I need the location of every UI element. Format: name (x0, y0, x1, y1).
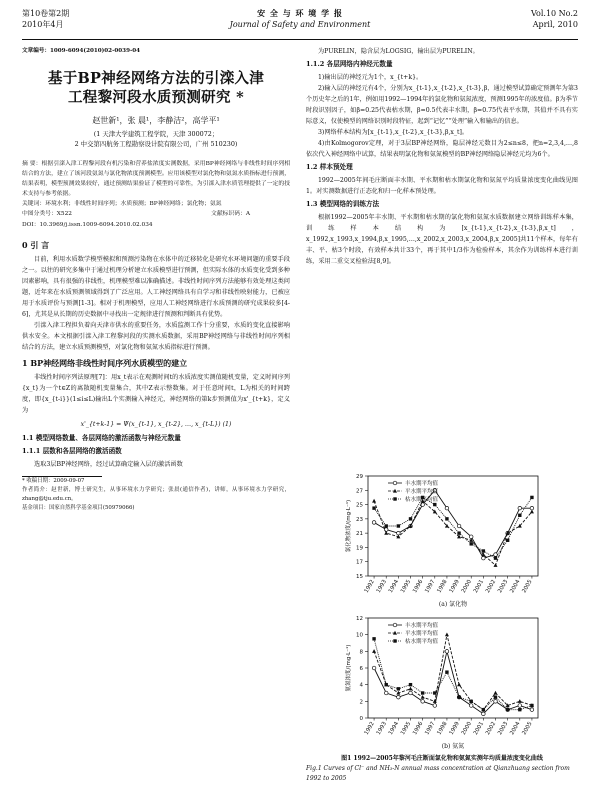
y-tick-label: 25 (356, 502, 363, 509)
data-point (372, 637, 375, 640)
data-point (385, 524, 388, 527)
data-point (445, 517, 448, 520)
left-subheading: 1.1 模型网络数量、各层网络的激活函数与神经元数量 (22, 434, 181, 442)
data-point (409, 687, 413, 691)
legend-label: 平水期平均值 (405, 631, 439, 637)
data-point (530, 704, 533, 707)
x-tick-label: 1998 (436, 721, 449, 737)
data-point (482, 549, 485, 552)
series-line (374, 497, 532, 558)
legend-label: 丰水期平均值 (405, 481, 439, 487)
data-point (372, 521, 376, 525)
y-tick-label: 12 (356, 616, 363, 622)
x-tick-label: 1995 (400, 721, 413, 737)
data-point (421, 691, 424, 694)
data-point (494, 695, 497, 698)
x-tick-label: 1994 (387, 721, 401, 737)
y-tick-label: 2 (359, 699, 363, 706)
data-point (470, 542, 473, 545)
header-rule (22, 39, 578, 40)
data-point (457, 524, 461, 528)
data-point (421, 700, 425, 704)
data-point (457, 695, 460, 698)
series-line (374, 490, 532, 558)
y-tick-label: 21 (356, 531, 363, 538)
keywords: 关键词：环境水利；非线性时间序列；水质预测；BP神经网络；氯化物；氨氮 (22, 201, 222, 207)
right-body (306, 46, 578, 267)
right-paragraph: 3)网络样本结构为[x_{t-1},x_{t-2},x_{t-3},β,x_t]。 (318, 129, 469, 136)
data-point (372, 499, 376, 503)
volume-number-en: Vol.10 No.2 (531, 9, 578, 18)
volume-issue: 第10卷第2期 (22, 9, 70, 18)
x-tick-label: 1997 (424, 721, 437, 737)
title-line-2: 工程黎河段水质预测研究 * (67, 89, 245, 106)
x-tick-label: 1997 (424, 579, 437, 595)
legend-marker (393, 639, 396, 642)
x-tick-label: 2002 (485, 721, 498, 737)
data-point (433, 503, 436, 506)
y-axis-label: 氨氮浓度/(mg·L⁻¹) (346, 644, 352, 692)
data-point (469, 704, 473, 708)
data-point (397, 531, 401, 535)
data-point (445, 632, 449, 636)
data-point (530, 496, 533, 499)
chart-subtitle: (b) 氨氮 (441, 743, 465, 750)
right-paragraph: 2)输入层的神经元有4个，分别为x_{t-1},x_{t-2},x_{t-3},β，通过模型试算确定预测年为第3个历史年之后的1年，例如用1992—1994年的氯化物和氨氮浓度，预测1995年的浓度值。β为季节时段识别因子，如β=0.25代表枯水期，β=0.5代表丰水期，β=0.75代表平水期，其值并不具有实际意义，仅使模型的网络识别时段特征，起到“记忆”“处理”输入和输出的信息。 (306, 85, 578, 125)
classification-row (22, 209, 290, 220)
data-point (518, 704, 522, 708)
x-tick-label: 1996 (412, 721, 425, 737)
legend-marker (393, 497, 396, 500)
data-point (445, 650, 449, 654)
x-tick-label: 2005 (521, 579, 534, 595)
x-tick-label: 2004 (509, 721, 522, 737)
data-point (482, 556, 486, 560)
legend-label: 枯水期平均值 (405, 639, 439, 645)
x-tick-label: 1992 (363, 721, 376, 737)
right-paragraph: 1992—2005年间毛庄断面丰水期、平水期和枯水期氯化物和氨氮平均质量浓度变化曲线见图1。对实测数据进行正态化和归一化样本预处理。 (306, 177, 578, 195)
data-point (385, 683, 388, 686)
x-tick-label: 2000 (460, 579, 473, 595)
data-point (470, 700, 473, 703)
data-point (397, 687, 400, 690)
data-point (494, 563, 498, 567)
left-paragraph: 引滦入津工程担负着向天津市供水的重要任务，水质监测工作十分重要，水质的变化直接影响供水安全。本文根据引滦入津工程黎河段的实测水质数据，采用BP神经网络与非线性时间序列相结合的方法，建立水质预测模型，对氯化物和氨氮水质指标进行预测。 (22, 322, 290, 351)
y-tick-label: 6 (359, 666, 363, 672)
data-point (433, 691, 436, 694)
left-paragraph: 选取3层BP神经网络，经过试算确定输入层的激活函数 (34, 461, 183, 468)
journal-title-zh: 安 全 与 环 境 学 报 (257, 8, 343, 18)
x-tick-label: 2003 (497, 579, 510, 595)
data-point (445, 670, 448, 673)
right-column (306, 46, 578, 267)
data-point (530, 506, 534, 510)
x-tick-label: 1996 (412, 579, 425, 595)
y-tick-label: 0 (359, 716, 363, 722)
data-point (494, 700, 498, 704)
x-tick-label: 1999 (448, 721, 461, 737)
data-point (530, 510, 534, 514)
left-subheading: 1.1.1 层数和各层网络的激活函数 (22, 447, 122, 455)
right-subheading: 1.2 样本预处理 (306, 163, 353, 171)
title-line-1: 基于BP神经网络方法的引滦入津 (47, 70, 265, 87)
y-tick-label: 4 (359, 682, 363, 689)
data-point (494, 556, 497, 559)
legend-label: 丰水期平均值 (405, 623, 439, 629)
data-point (409, 683, 412, 686)
left-heading: 1 BP神经网络非线性时间序列水质模型的建立 (22, 358, 188, 368)
right-paragraph: 4)由Kolmogorov定理，对于3层BP神经网络，隐层神经元数目为2≤n≤8，把n=2,3,4,…,8依次代入神经网络中试算，结果表明氯化物和氨氮模型的BP神经网络隐层神经元均为6个。 (306, 140, 578, 158)
left-paragraph: 目前，利用水质数学模型模拟和预测污染物在水体中的迁移转化是研究水环境问题的重要手段之一。以往的研究多集中于通过机理分析建立水质模型进行预测，但实际水体的水质变化受到多种因素影响，具有很强的非线性，机理模型难以准确描述。非线性时间序列方法能够有效处理这类问题，近年来在水质预测领域得到了广泛应用。人工神经网络具有自学习和非线性映射能力，已被应用于水质评价与预测[1-3]。相对于机理模型，应用人工神经网络进行水质预测的研究成果较多[4-6]，尤其是从长期的历史数据中寻找出一定规律进行预测和判断具有优势。 (22, 256, 290, 318)
y-tick-label: 10 (356, 632, 363, 639)
data-point (384, 531, 388, 535)
chart-chloride (306, 468, 578, 610)
abstract: 摘 要：根据引滦入津工程黎河段有机污染和营养盐浓度实测数据，采用BP神经网络与非线性时间序列相结合的方法，建立了该河段氨氮与氯化物浓度预测模型。应用该模型对氯化物和氨氮水质指标进行预测，结果表明，模型预测效果较好，通过预测结果验证了模型的可靠性，为引滦入津水质管理提供了一定的技术支持与参考依据。 (22, 161, 290, 197)
data-point (457, 531, 460, 534)
right-paragraph: 1)输出层的神经元为1个，x_{t+k}。 (318, 74, 423, 81)
legend-marker (393, 623, 397, 627)
x-tick-label: 1998 (436, 579, 449, 595)
y-tick-label: 29 (356, 474, 363, 480)
left-heading: 0 引 言 (22, 240, 50, 250)
doi: DOI：10.3969/j.issn.1009-6094.2010.02.034 (22, 222, 153, 228)
chart-subtitle: (a) 氯化物 (438, 601, 468, 608)
y-tick-label: 19 (356, 545, 363, 552)
x-tick-label: 2002 (485, 579, 498, 595)
x-tick-label: 1993 (375, 579, 388, 595)
x-tick-label: 2005 (521, 721, 534, 737)
data-point (409, 517, 412, 520)
left-column (22, 46, 290, 513)
figure-1 (306, 468, 578, 786)
footnotes (22, 477, 290, 513)
legend-label: 枯水期平均值 (405, 497, 439, 503)
document-code: 文献标识码：A (211, 211, 250, 217)
footnote: 基金项目：国家自然科学基金项目(50979066) (22, 505, 135, 511)
x-tick-label: 1995 (400, 579, 413, 595)
data-point (518, 699, 522, 703)
footnote: 作者简介：赵世新，博士研究生，从事环境水力学研究；张晨(通信作者)，讲师，从事环境水力学研究，zhang@tju.edu.cn。 (22, 487, 290, 502)
figure-caption-en: Fig.1 Curves of Cl⁻ and NH₃-N annual mass concentration at Qianzhuang section from 1992 to 2005 (306, 765, 570, 782)
right-subheading: 1.3 模型网络的训练方法 (306, 200, 380, 208)
y-tick-label: 17 (356, 559, 363, 566)
y-tick-label: 8 (359, 649, 363, 656)
data-point (506, 708, 509, 711)
article-id: 文章编号：1009-6094(2010)02-0039-04 (22, 48, 141, 54)
footnote: * 收稿日期：2009-09-07 (22, 478, 85, 484)
x-tick-label: 2001 (472, 579, 486, 595)
affiliation-2: 2 中交第四航务工程勘察设计院有限公司，广州 510230) (74, 140, 238, 148)
data-point (530, 708, 534, 712)
legend-marker (393, 481, 397, 485)
issue-date-en: April, 2010 (532, 20, 578, 29)
x-tick-label: 2004 (509, 579, 522, 595)
right-paragraph: 根据1992—2005年丰水期、平水期和枯水期的氯化物和氨氮水质数据建立网络训练样本集，训练样本结构为[x_{t-1},x_{t-2},x_{t-3},β,x_t]，x_1992,x_1993,x_1994,β,x_1995,…,x_2002,x_2003,x_2004,β,x_2005]共11个样本，每年有丰、平、枯3个时段，有效样本共计33个，再于其中1/3作为检验样本，其余作为训练样本进行训练，采用二重交叉检验法[8,9]。 (306, 214, 578, 265)
x-tick-label: 1999 (448, 579, 461, 595)
data-point (384, 691, 388, 695)
y-axis-label: 氯化物浓度/(mg·L⁻¹) (346, 499, 352, 553)
data-point (518, 506, 522, 510)
data-point (506, 539, 509, 542)
clc-number: 中图分类号：X522 (22, 211, 72, 217)
data-point (433, 704, 437, 708)
data-point (494, 553, 498, 557)
data-point (372, 666, 376, 670)
data-point (397, 524, 400, 527)
data-point (482, 712, 486, 716)
chart-ammonia (306, 610, 578, 752)
header-center (200, 8, 400, 30)
right-paragraph: 为PURELIN，隐含层为LOGSIG，输出层为PURELIN。 (318, 48, 479, 55)
journal-title-en: Journal of Safety and Environment (229, 20, 371, 29)
data-point (482, 708, 485, 711)
data-point (445, 506, 449, 510)
issue-date: 2010年4月 (22, 20, 64, 29)
figure-caption-zh: 图1 1992—2005年黎河毛庄断面氯化物和氨氮实测年均质量浓度变化曲线 (341, 755, 543, 762)
affiliation-1: (1 天津大学建筑工程学院，天津 300072； (93, 130, 219, 138)
legend-label: 平水期平均值 (405, 489, 439, 495)
header-right (531, 8, 578, 30)
left-body (22, 240, 290, 470)
data-point (518, 514, 521, 517)
data-point (397, 695, 401, 699)
header-left (22, 8, 69, 30)
x-tick-label: 2001 (472, 721, 486, 737)
data-point (372, 649, 376, 653)
x-tick-label: 1994 (387, 579, 401, 595)
data-point (457, 682, 461, 686)
right-subheading: 1.1.2 各层网络内神经元数量 (306, 60, 393, 68)
data-point (469, 535, 473, 539)
data-point (409, 691, 413, 695)
data-point (421, 695, 425, 699)
y-tick-label: 27 (356, 488, 363, 495)
authors: 赵世新¹，张 晨¹，李静洁²，高学平¹ (92, 116, 220, 125)
left-equation: x'_{t+k-1} = Ψ(x_{t-1}, x_{t-2}, …, x_{t-L}) (1) (80, 421, 232, 428)
y-tick-label: 15 (356, 574, 363, 580)
x-tick-label: 2000 (460, 721, 473, 737)
x-tick-label: 1993 (375, 721, 388, 737)
data-point (494, 691, 498, 695)
left-paragraph: 非线性时间序列法原理[7]：用x_t表示在观测时间t的水质浓度实测值随机变量，定义时间序列{x_t}为一个t∈Z的离散随机变量集合，其中Z表示整数集。对于任意时间t，L为相关的时间跨度，即{x_{t-i}}(1≤i≤L)输出L个实测输入神经元，神经网络的第k步预测值为x'_{t+k}，定义为 (22, 374, 290, 414)
y-tick-label: 23 (356, 516, 363, 523)
data-point (518, 708, 521, 711)
x-tick-label: 2003 (497, 721, 510, 737)
data-point (372, 506, 375, 509)
x-tick-label: 1992 (363, 579, 376, 595)
